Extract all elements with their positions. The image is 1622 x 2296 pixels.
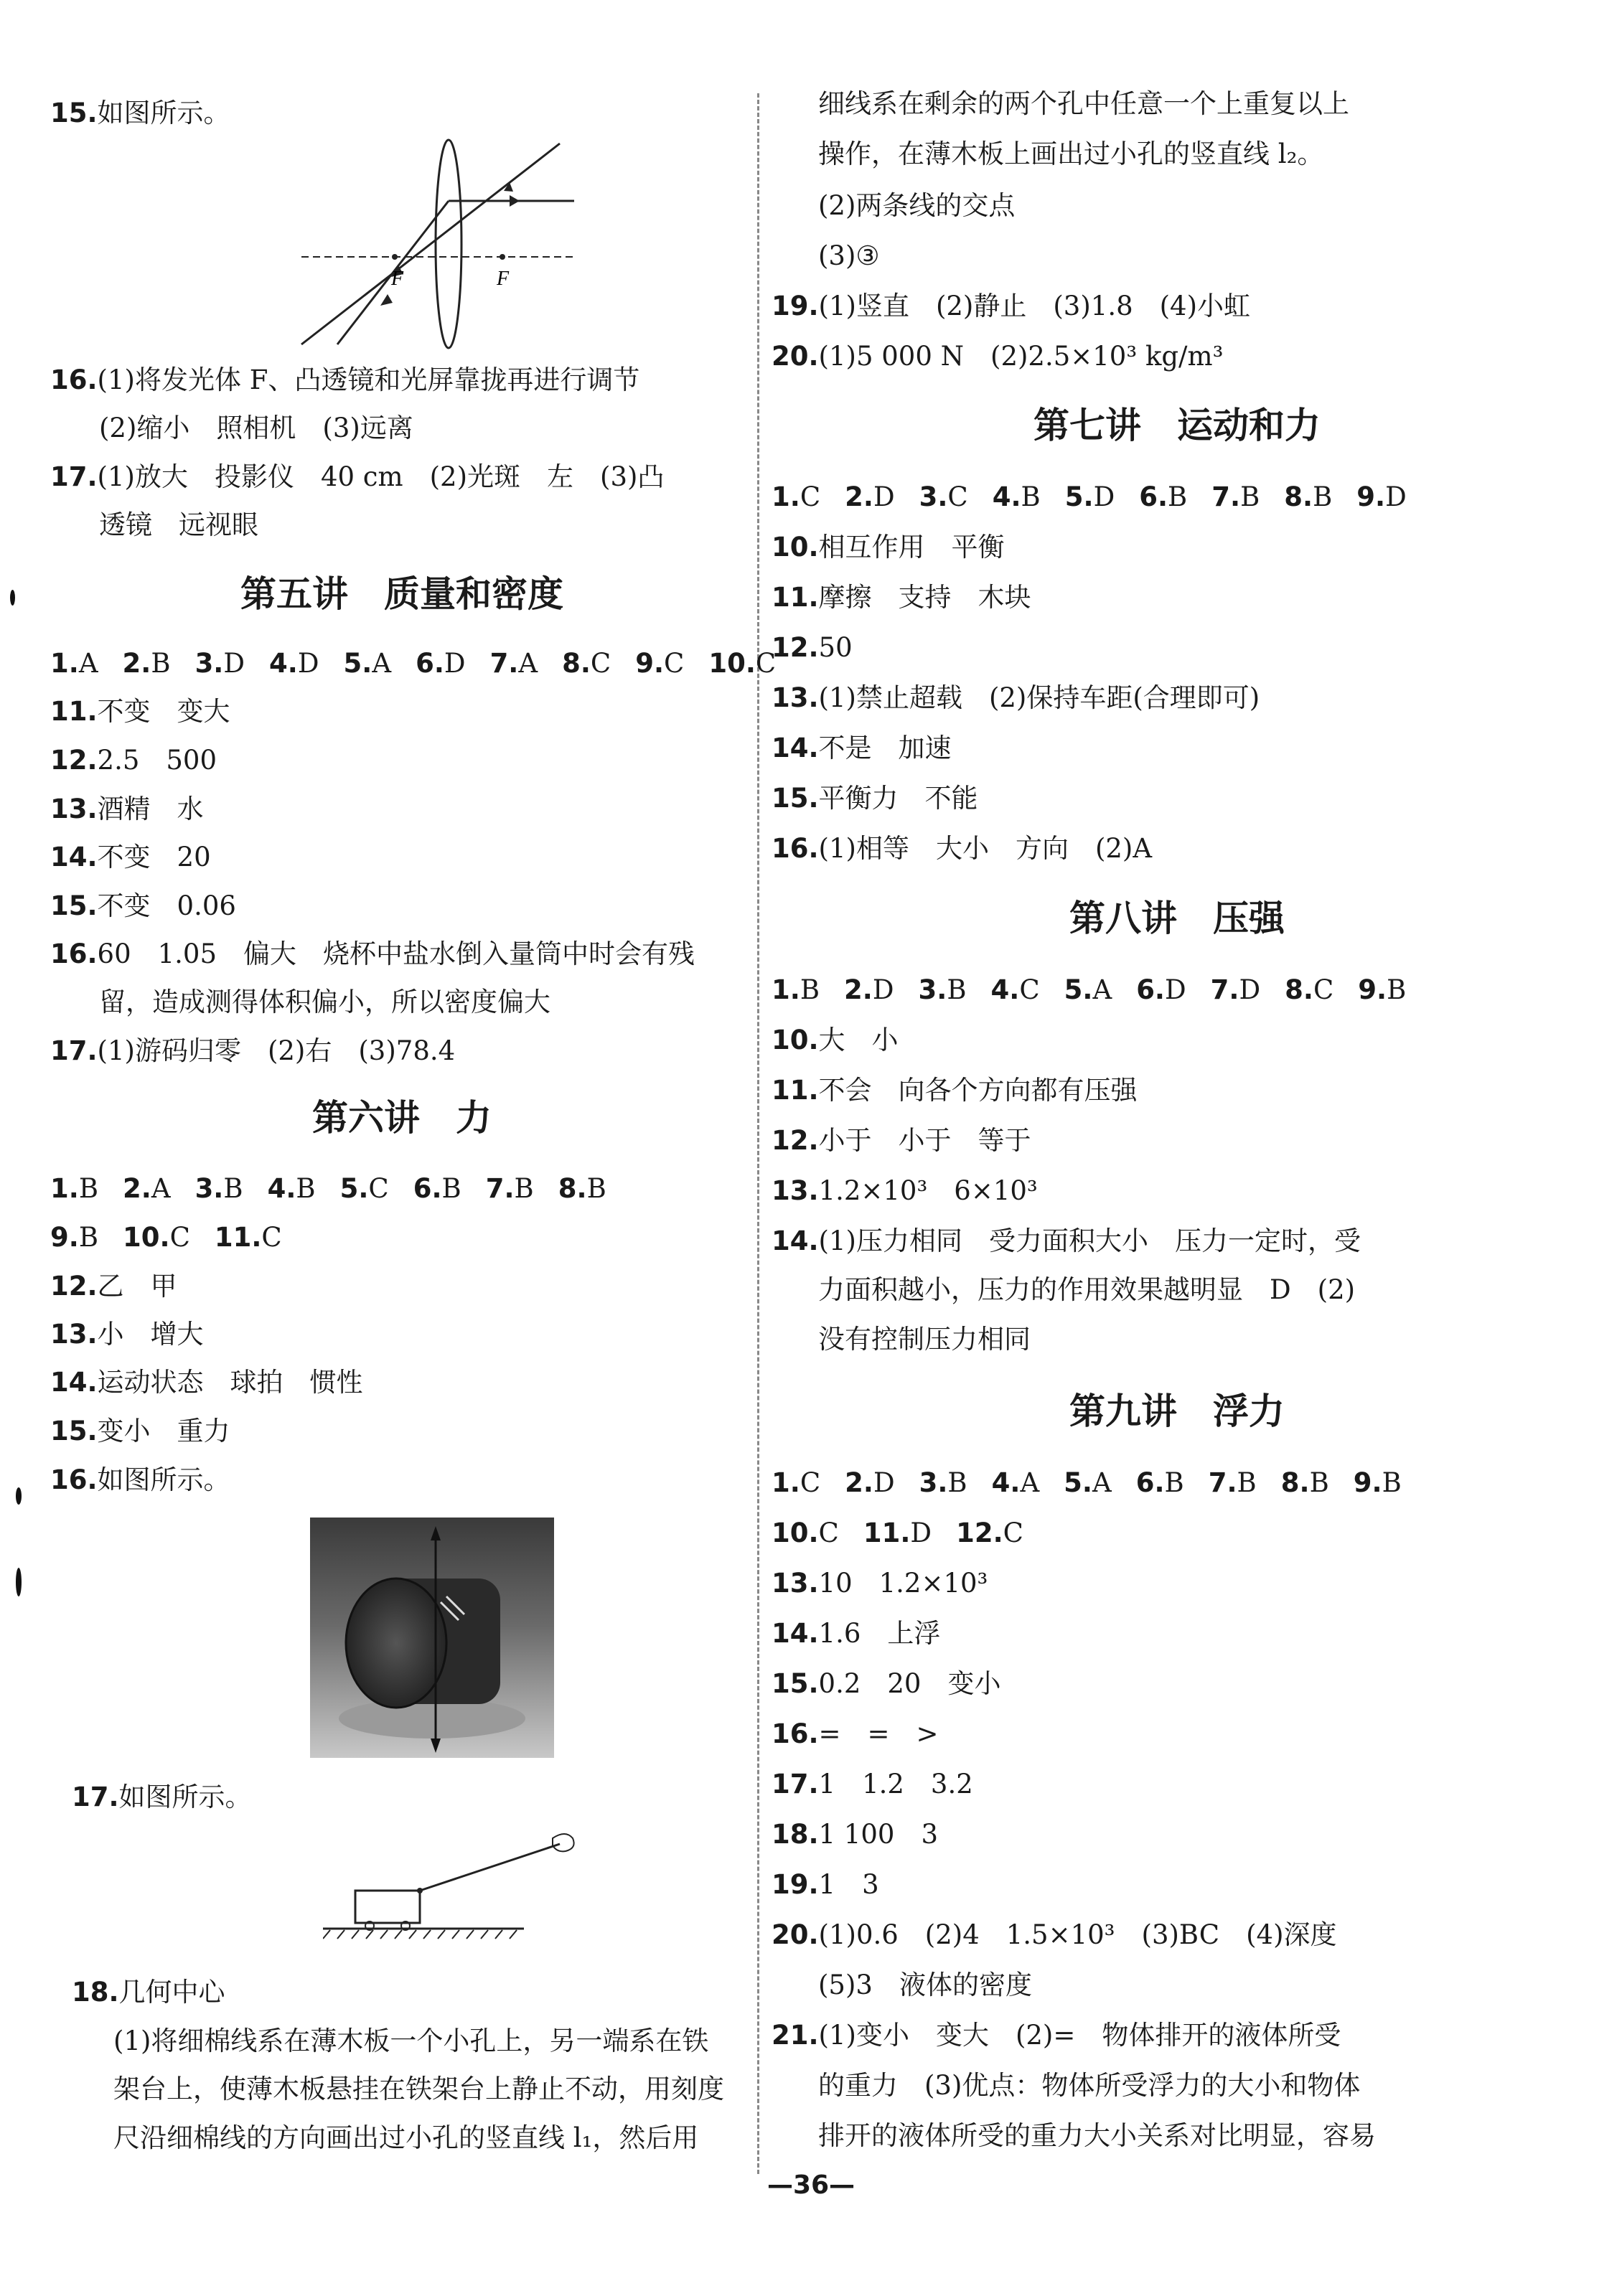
answer-line: 细线系在剩余的两个孔中任意一个上重复以上 (818, 88, 1349, 119)
mcq-answer (1136, 1467, 1184, 1498)
mcq-answer (919, 481, 968, 512)
mcq-answer (558, 1173, 606, 1204)
mcq-answer (635, 648, 684, 679)
mcq-answer (562, 648, 611, 679)
answer-line: (2)缩小 照相机 (3)远离 (99, 413, 413, 443)
question-number: 5. (343, 648, 372, 679)
answer-item: 15.变小 重力 (50, 1416, 230, 1446)
choice-letter: D (223, 648, 245, 679)
choice-letter: D (1093, 481, 1115, 512)
question-number: 7. (485, 1173, 515, 1204)
mcq-answer (268, 1173, 316, 1204)
mcq-answer (1356, 481, 1406, 512)
answer-item: 20.(1)0.6 (2)4 1.5×10³ (3)BC (4)深度 (772, 1919, 1337, 1950)
section-heading: 第八讲 压强 (1069, 897, 1285, 939)
mcq-answer (50, 648, 98, 679)
answer-item: 15.平衡力 不能 (772, 783, 978, 814)
section-heading: 第九讲 浮力 (1069, 1390, 1285, 1432)
choice-letter: C (1313, 974, 1334, 1005)
scan-mark (10, 590, 15, 606)
lens-ray-diagram (294, 136, 596, 352)
question-number: 9. (635, 648, 665, 679)
question-number: 2. (122, 648, 151, 679)
question-number: 11. (214, 1222, 262, 1253)
question-number: 1. (772, 974, 800, 1005)
mcq-answer (1209, 1467, 1257, 1498)
choice-letter: B (1237, 1467, 1257, 1498)
mcq-answer (486, 1173, 534, 1204)
choice-letter: B (947, 974, 967, 1005)
choice-letter: C (1003, 1518, 1023, 1548)
choice-letter: B (1309, 1467, 1329, 1498)
question-number: 7. (1210, 974, 1239, 1005)
question-number: 7. (1208, 1467, 1237, 1498)
mcq-answer (1139, 481, 1187, 512)
answer-item: 13.10 1.2×10³ (772, 1568, 988, 1599)
mcq-answers (772, 1515, 1048, 1551)
question-number: 7. (1211, 481, 1241, 512)
answer-item: 14.1.6 上浮 (772, 1618, 941, 1649)
answer-item: 17.如图所示。 (72, 1782, 252, 1812)
question-number: 10. (708, 648, 756, 679)
mcq-answer (919, 1467, 967, 1498)
question-number: 6. (416, 648, 444, 679)
choice-letter: D (444, 648, 466, 679)
answer-item: 16.= = > (772, 1718, 939, 1749)
answer-item: 15.0.2 20 变小 (772, 1668, 1001, 1699)
column-divider (757, 93, 759, 2174)
answer-line: 留，造成测得体积偏小，所以密度偏大 (99, 987, 550, 1017)
question-number: 5. (339, 1173, 369, 1204)
choice-letter: B (1313, 481, 1333, 512)
choice-letter: B (151, 648, 171, 679)
answer-item: 18.1 100 3 (772, 1819, 939, 1850)
answer-line: (3)③ (818, 240, 880, 271)
question-number: 9. (1353, 1467, 1382, 1498)
answer-item: 21.(1)变小 变大 (2)= 物体排开的液体所受 (772, 2020, 1341, 2051)
question-number: 8. (1285, 974, 1313, 1005)
mcq-answers (50, 1220, 306, 1256)
question-number: 1. (50, 1173, 79, 1204)
question-number: 5. (1064, 974, 1093, 1005)
answer-item: 14.不是 加速 (772, 733, 952, 763)
question-number: 4. (269, 648, 298, 679)
choice-letter: C (755, 648, 777, 679)
answer-line: 排开的液体所受的重力大小关系对比明显，容易 (818, 2120, 1376, 2151)
mcq-answer (772, 1518, 839, 1548)
choice-letter: A (1092, 974, 1112, 1005)
answer-item: 14.不变 20 (50, 842, 211, 872)
focus-label: F (497, 268, 510, 290)
question-number: 6. (413, 1173, 442, 1204)
choice-letter: A (1020, 1467, 1040, 1498)
choice-letter: B (78, 1222, 99, 1253)
mcq-answer (1064, 974, 1112, 1005)
question-number: 3. (194, 1173, 224, 1204)
answer-item: 17.(1)游码归零 (2)右 (3)78.4 (50, 1035, 456, 1066)
mcq-answer (708, 648, 776, 679)
mcq-answer (772, 1467, 820, 1498)
question-number: 4. (990, 974, 1020, 1005)
choice-letter: A (372, 648, 392, 679)
answer-item: 12.乙 甲 (50, 1271, 177, 1302)
question-number: 3. (918, 974, 947, 1005)
choice-letter: B (441, 1173, 461, 1204)
question-number: 1. (772, 1467, 800, 1498)
mcq-answer (991, 974, 1040, 1005)
choice-letter: D (297, 648, 319, 679)
answer-item: 13.(1)禁止超载 (2)保持车距(合理即可) (772, 682, 1260, 713)
question-number: 2. (845, 481, 873, 512)
mcq-answer (344, 648, 392, 679)
choice-letter: A (1092, 1467, 1112, 1498)
mcq-answer (1065, 481, 1115, 512)
mcq-answer (490, 648, 538, 679)
question-number: 3. (919, 481, 948, 512)
choice-letter: A (78, 648, 98, 679)
mcq-answers (50, 1171, 631, 1207)
choice-letter: B (296, 1173, 316, 1204)
mcq-answer (340, 1173, 389, 1204)
mcq-answer (416, 648, 465, 679)
mcq-answer (215, 1222, 282, 1253)
answer-item: 19.1 3 (772, 1869, 879, 1900)
scan-mark (16, 1568, 22, 1596)
question-number: 8. (558, 1173, 587, 1204)
section-heading: 第七讲 运动和力 (1033, 404, 1321, 446)
answer-line: 的重力 (3)优点：物体所受浮力的大小和物体 (818, 2070, 1361, 2101)
question-number: 8. (1284, 481, 1313, 512)
question-number: 10. (123, 1222, 170, 1253)
choice-letter: B (1168, 481, 1188, 512)
choice-letter: B (223, 1173, 243, 1204)
mcq-answer (772, 481, 820, 512)
choice-letter: B (78, 1173, 99, 1204)
mcq-answers (772, 972, 1430, 1008)
answer-item: 10.大 小 (772, 1025, 899, 1055)
answer-item: 16.60 1.05 偏大 烧杯中盐水倒入量筒中时会有残 (50, 938, 695, 969)
mcq-answer (50, 1222, 98, 1253)
mcq-answer (919, 974, 967, 1005)
cylinder-force-photo (310, 1518, 554, 1758)
mcq-answer (1211, 481, 1260, 512)
question-number: 6. (1139, 481, 1168, 512)
question-number: 12. (956, 1518, 1003, 1548)
mcq-answer (993, 481, 1041, 512)
choice-letter: D (1385, 481, 1407, 512)
mcq-answer (956, 1518, 1023, 1548)
page-number: —36— (767, 2170, 855, 2200)
mcq-answer (1284, 481, 1332, 512)
choice-letter: D (1239, 974, 1261, 1005)
answer-line: 架台上，使薄木板悬挂在铁架台上静止不动，用刻度 (113, 2074, 724, 2104)
answer-line: 力面积越小，压力的作用效果越明显 D (2) (818, 1274, 1356, 1305)
choice-letter: C (590, 648, 611, 679)
mcq-answer (413, 1173, 461, 1204)
mcq-answer (1281, 1467, 1329, 1498)
choice-letter: C (818, 1518, 839, 1548)
mcq-answer (123, 1222, 190, 1253)
answer-item: 13.1.2×10³ 6×10³ (772, 1175, 1038, 1206)
question-number: 4. (991, 1467, 1021, 1498)
mcq-answer (1211, 974, 1260, 1005)
question-number: 2. (844, 974, 873, 1005)
scan-mark (16, 1487, 22, 1505)
choice-letter: C (261, 1222, 282, 1253)
answer-line: 没有控制压力相同 (818, 1324, 1031, 1355)
choice-letter: D (872, 974, 894, 1005)
mcq-answer (50, 1173, 98, 1204)
question-number: 9. (1356, 481, 1386, 512)
answer-item: 18.几何中心 (72, 1977, 225, 2008)
choice-letter: A (518, 648, 538, 679)
mcq-answer (195, 1173, 243, 1204)
mcq-answers (772, 479, 1431, 515)
mcq-answer (123, 648, 171, 679)
mcq-answer (269, 648, 319, 679)
mcq-answer (863, 1518, 932, 1548)
choice-letter: B (514, 1173, 534, 1204)
answer-item: 19.(1)竖直 (2)静止 (3)1.8 (4)小虹 (772, 291, 1251, 321)
mcq-answer (1064, 1467, 1112, 1498)
mcq-answer (123, 1173, 171, 1204)
question-number: 8. (1280, 1467, 1310, 1498)
mcq-answer (845, 481, 894, 512)
answer-item: 12.小于 小于 等于 (772, 1125, 1031, 1156)
choice-letter: B (1240, 481, 1260, 512)
choice-letter: C (1019, 974, 1040, 1005)
answer-item: 10.相互作用 平衡 (772, 532, 1005, 563)
answer-item: 20.(1)5 000 N (2)2.5×10³ kg/m³ (772, 341, 1224, 372)
choice-letter: C (664, 648, 685, 679)
choice-letter: D (873, 481, 895, 512)
question-number: 5. (1064, 481, 1094, 512)
mcq-answer (1358, 974, 1406, 1005)
answer-line: (2)两条线的交点 (818, 190, 1016, 221)
answer-item: 17.1 1.2 3.2 (772, 1769, 973, 1799)
cart-pull-diagram (323, 1822, 581, 1952)
mcq-answer (992, 1467, 1040, 1498)
choice-letter: B (1164, 1467, 1184, 1498)
question-number: 2. (845, 1467, 873, 1498)
choice-letter: D (910, 1518, 932, 1548)
answer-line: 透镜 远视眼 (99, 509, 258, 540)
mcq-answers (772, 1465, 1426, 1501)
answer-item: 14.(1)压力相同 受力面积大小 压力一定时，受 (772, 1225, 1361, 1256)
choice-letter: A (151, 1173, 171, 1204)
answer-item: 17.(1)放大 投影仪 40 cm (2)光斑 左 (3)凸 (50, 461, 665, 492)
question-number: 8. (562, 648, 591, 679)
question-number: 11. (863, 1518, 911, 1548)
mcq-answer (1136, 974, 1186, 1005)
choice-letter: C (169, 1222, 190, 1253)
answer-line: (5)3 液体的密度 (818, 1970, 1032, 2000)
answer-item: 11.不变 变大 (50, 696, 230, 727)
question-number: 6. (1136, 974, 1165, 1005)
choice-letter: B (1382, 1467, 1402, 1498)
question-number: 2. (123, 1173, 151, 1204)
question-number: 1. (772, 481, 800, 512)
choice-letter: C (800, 481, 821, 512)
question-number: 10. (772, 1518, 819, 1548)
question-number: 9. (50, 1222, 79, 1253)
answer-item: 16.(1)相等 大小 方向 (2)A (772, 833, 1153, 864)
choice-letter: B (1387, 974, 1407, 1005)
choice-letter: C (947, 481, 968, 512)
focus-label: F (391, 268, 404, 290)
mcq-answer (772, 974, 820, 1005)
answer-line: (1)将细棉线系在薄木板一个小孔上，另一端系在铁 (113, 2026, 709, 2056)
answer-line: 操作，在薄木板上画出过小孔的竖直线 l₂。 (818, 138, 1324, 169)
choice-letter: B (947, 1467, 967, 1498)
choice-letter: B (800, 974, 820, 1005)
section-heading: 第六讲 力 (312, 1096, 492, 1139)
question-number: 7. (489, 648, 519, 679)
choice-letter: B (586, 1173, 606, 1204)
mcq-answers (50, 646, 800, 682)
choice-letter: B (1021, 481, 1041, 512)
question-number: 5. (1064, 1467, 1092, 1498)
choice-letter: C (368, 1173, 389, 1204)
answer-item: 11.不会 向各个方向都有压强 (772, 1075, 1138, 1106)
choice-letter: C (800, 1467, 821, 1498)
question-number: 3. (919, 1467, 948, 1498)
answer-item: 16.(1)将发光体 F、凸透镜和光屏靠拢再进行调节 (50, 364, 640, 395)
answer-item: 15.不变 0.06 (50, 890, 236, 921)
mcq-answer (1354, 1467, 1402, 1498)
answer-item: 13.酒精 水 (50, 794, 204, 824)
answer-item: 11.摩擦 支持 木块 (772, 582, 1031, 613)
question-number: 4. (992, 481, 1021, 512)
choice-letter: D (1165, 974, 1186, 1005)
answer-item: 14.运动状态 球拍 惯性 (50, 1367, 363, 1398)
question-number: 9. (1358, 974, 1387, 1005)
question-number: 6. (1135, 1467, 1165, 1498)
section-heading: 第五讲 质量和密度 (240, 573, 563, 615)
question-number: 3. (194, 648, 224, 679)
answer-item: 13.小 增大 (50, 1319, 204, 1350)
choice-letter: D (873, 1467, 895, 1498)
answer-item: 12.2.5 500 (50, 745, 217, 776)
answer-line: 尺沿细棉线的方向画出过小孔的竖直线 l₁，然后用 (113, 2122, 699, 2153)
mcq-answer (195, 648, 245, 679)
answer-item: 15.如图所示。 (50, 98, 230, 128)
mcq-answer (1285, 974, 1333, 1005)
question-number: 4. (267, 1173, 296, 1204)
answer-item: 12.50 (772, 632, 853, 663)
question-number: 1. (50, 648, 79, 679)
mcq-answer (845, 1467, 894, 1498)
answer-item: 16.如图所示。 (50, 1464, 230, 1495)
mcq-answer (844, 974, 894, 1005)
